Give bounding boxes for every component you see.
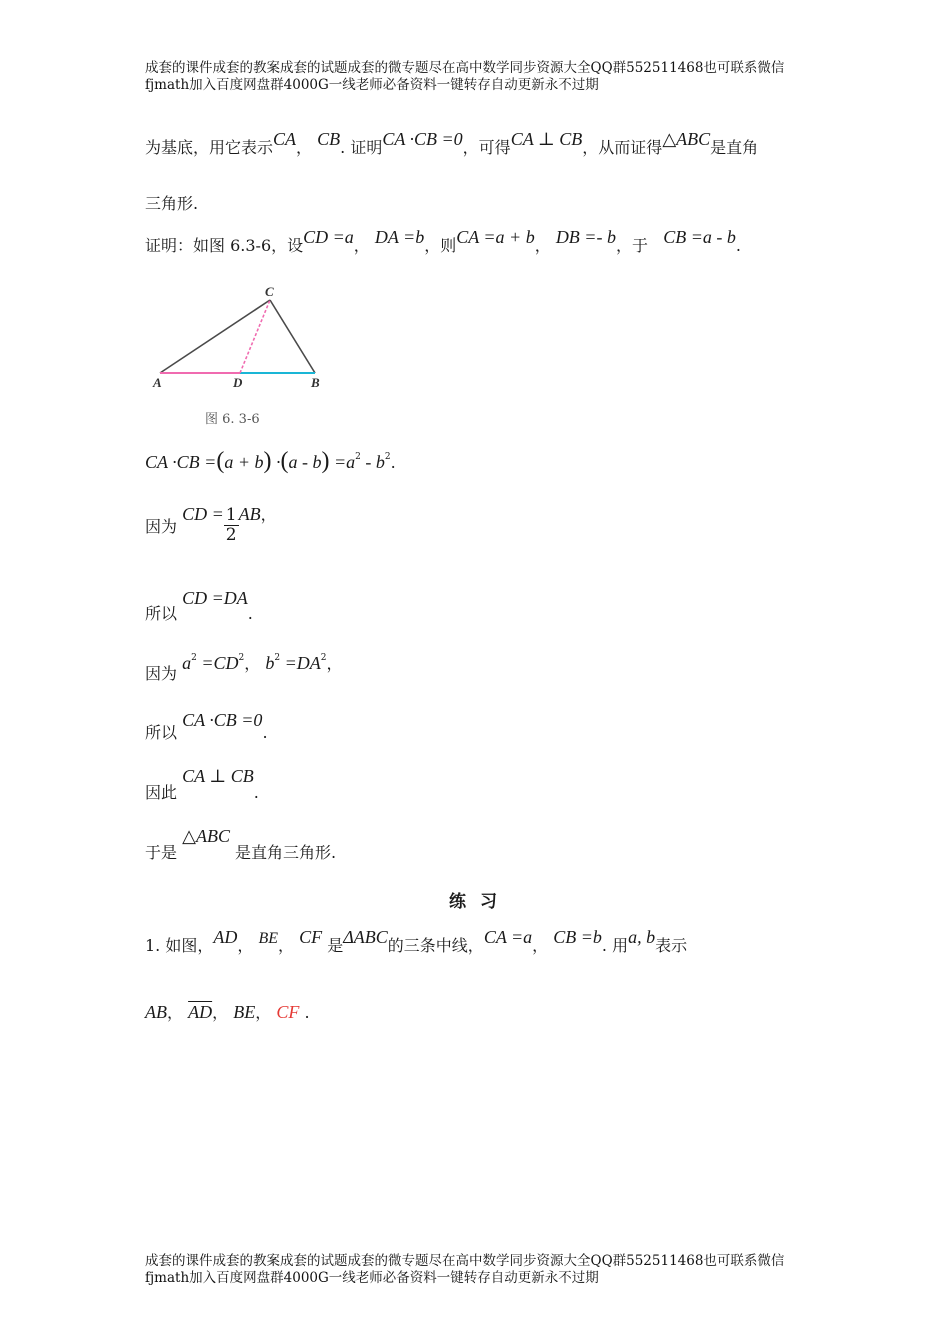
step-5: 所以 CA ·CB =0. [145, 710, 268, 742]
step-7: 于是 △ABC 是直角三角形. [145, 826, 337, 862]
figure-caption: 图 6. 3-6 [205, 412, 260, 427]
exercise-q1: 1. 如图，AD， BE， CF 是ΔABC的三条中线，CA =a， CB =b. 用a, b表示 [145, 927, 688, 955]
step-6: 因此 CA ⊥ CB. [145, 766, 259, 802]
page-footer: 成套的课件成套的教案成套的试题成套的微专题尽在高中数学同步资源大全QQ群552511468也可联系微信fjmath加入百度网盘群4000G一线老师必备资料一键转存自动更新永不过期 [145, 1253, 785, 1286]
exercise-q1-targets: AB， $\overline{AD}$， BE， CF . [145, 1002, 310, 1022]
intro-line-1: 为基底，用它表示CA， CB. 证明CA ·CB =0，可得CA ⊥ CB，从而证得△ABC是直角 [145, 129, 759, 157]
label-a: A [153, 375, 162, 390]
proof-setup: 证明：如图 6.3-6，设CD =a， DA =b，则CA =a + b， DB =- b，于 CB =a - b. [145, 227, 741, 255]
side-ac [160, 300, 270, 373]
step-3: 所以 CD =DA. [145, 588, 253, 623]
step-eq1: CA $\cdot CB =(a + b) \cdot(a - b) =a^2 - b^2$. [145, 448, 396, 474]
segment-cd [240, 300, 270, 373]
label-b: B [311, 375, 320, 390]
page-header: 成套的课件成套的教案成套的试题成套的微专题尽在高中数学同步资源大全QQ群552511468也可联系微信fjmath加入百度网盘群4000G一线老师必备资料一键转存自动更新永不过期 [145, 60, 785, 93]
side-cb [270, 300, 315, 373]
label-d: D [233, 375, 243, 390]
intro-line-2: 三角形. [145, 194, 199, 213]
step-2: 因为 CD = $\frac{1}{2}$ AB， [145, 504, 277, 545]
triangle-figure [145, 283, 335, 403]
label-c: C [265, 284, 274, 299]
step-4: 因为 $a^2 =CD^2$， $b^2 =DA^2$， [145, 653, 343, 683]
exercise-title: 练 习 [449, 892, 501, 912]
